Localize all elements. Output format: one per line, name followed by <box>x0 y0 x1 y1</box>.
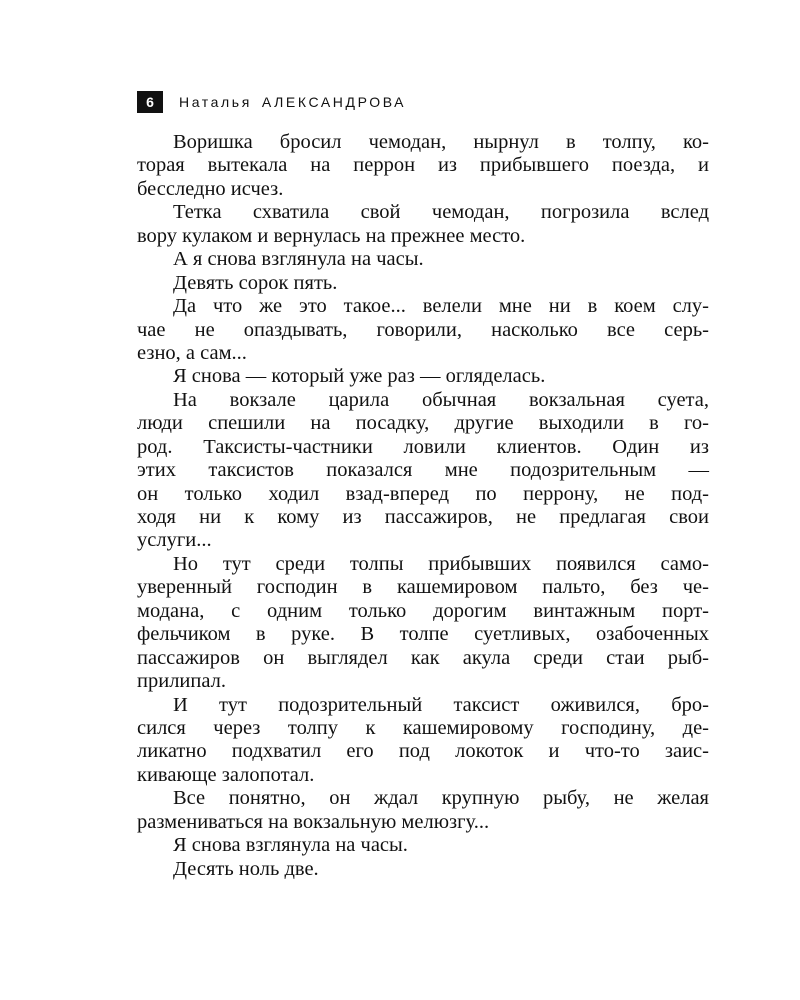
text-line: Я снова взглянула на часы. <box>173 834 408 857</box>
text-line: ходя ни к кому из пассажиров, не предлагая свои <box>137 506 709 528</box>
running-header <box>137 91 406 113</box>
text-line: этих таксистов показался мне подозрительным — <box>137 459 709 482</box>
text-line: он только ходил взад-вперед по перрону, не под- <box>137 482 709 505</box>
text-line: вору кулаком и вернулась на прежнее место. <box>137 224 526 247</box>
text-line: кивающе залопотал. <box>137 763 315 786</box>
text-line: Тетка схватила свой чемодан, погрозила вслед <box>173 201 709 224</box>
text-line: чае не опаздывать, говорили, насколько все серь- <box>137 318 709 341</box>
body-text <box>137 131 709 881</box>
page-number: 6 <box>137 91 163 113</box>
text-line: Девять сорок пять. <box>173 271 338 294</box>
text-line: уверенный господин в кашемировом пальто, без че- <box>137 576 709 599</box>
text-line: пассажиров он выглядел как акула среди стаи рыб- <box>137 646 709 669</box>
author-first-name: Наталья <box>179 94 252 110</box>
text-line: люди спешили на посадку, другие выходили в го- <box>137 412 709 435</box>
text-line: прилипал. <box>137 670 226 693</box>
text-line: Но тут среди толпы прибывших появился само- <box>173 552 709 575</box>
text-line: Я снова — который уже раз — огляделась. <box>173 365 546 388</box>
author-last-name: АЛЕКСАНДРОВА <box>261 94 407 110</box>
text-line: бесследно исчез. <box>137 177 284 200</box>
text-line: езно, а сам... <box>137 341 247 364</box>
text-line: Десять ноль две. <box>173 857 319 880</box>
text-line: род. Таксисты-частники ловили клиентов. Один из <box>137 435 709 458</box>
text-line: Да что же это такое... велели мне ни в коем слу- <box>173 295 709 318</box>
text-line: На вокзале царила обычная вокзальная суета, <box>173 388 709 411</box>
text-line: Все понятно, он ждал крупную рыбу, не желая <box>173 787 709 810</box>
text-line: услуги... <box>137 529 212 552</box>
text-line: модана, с одним только дорогим винтажным порт- <box>137 599 709 622</box>
text-line: сился через толпу к кашемировому господину, де- <box>137 716 709 739</box>
text-line: ликатно подхватил его под локоток и что-то заис- <box>137 740 709 763</box>
text-line: Воришка бросил чемодан, нырнул в толпу, ко- <box>173 131 709 153</box>
text-line: фельчиком в руке. В толпе суетливых, озабоченных <box>137 623 709 646</box>
text-line: И тут подозрительный таксист оживился, бро- <box>173 693 709 716</box>
text-line: А я снова взглянула на часы. <box>173 248 424 271</box>
text-line: размениваться на вокзальную мелюзгу... <box>137 810 490 833</box>
text-line: торая вытекала на перрон из прибывшего поезда, и <box>137 154 709 177</box>
